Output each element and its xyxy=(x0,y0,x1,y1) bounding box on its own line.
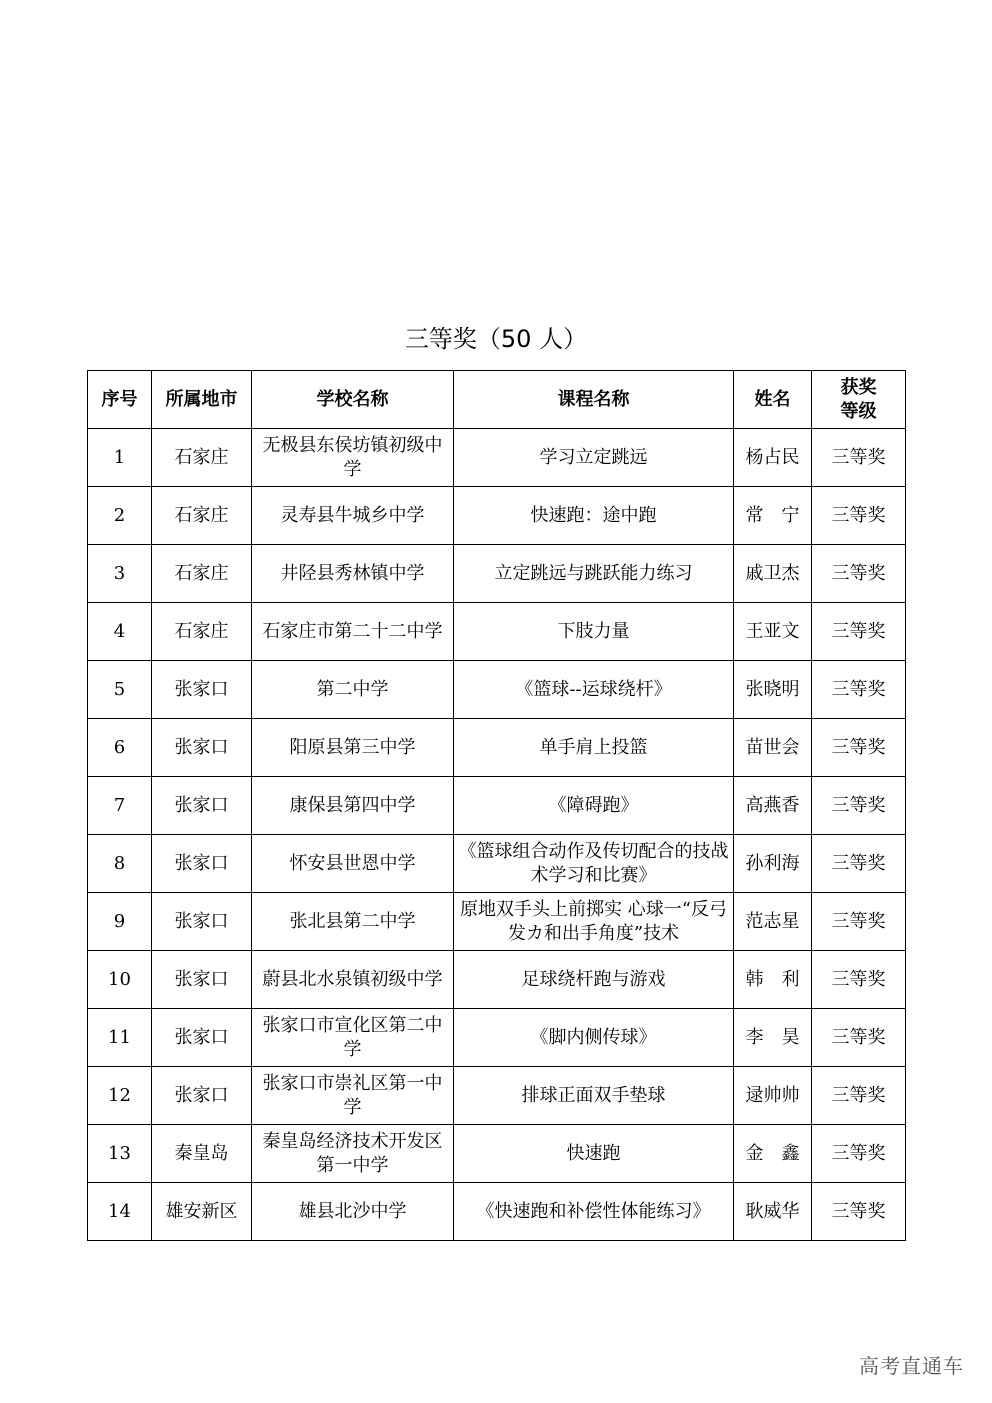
awards-table xyxy=(87,370,906,1241)
cell-course: 《脚内侧传球》 xyxy=(454,1009,734,1067)
cell-course: 快速跑 xyxy=(454,1125,734,1183)
cell-course: 《快速跑和补偿性体能练习》 xyxy=(454,1183,734,1241)
cell-course: 单手肩上投篮 xyxy=(454,719,734,777)
table-row xyxy=(88,545,906,603)
cell-school: 张北县第二中学 xyxy=(252,893,454,951)
cell-school: 无极县东侯坊镇初级中学 xyxy=(252,429,454,487)
cell-course: 《篮球--运球绕杆》 xyxy=(454,661,734,719)
cell-city: 石家庄 xyxy=(152,429,252,487)
cell-name: 韩 利 xyxy=(734,951,812,1009)
cell-course: 立定跳远与跳跃能力练习 xyxy=(454,545,734,603)
cell-name: 张晓明 xyxy=(734,661,812,719)
cell-school: 秦皇岛经济技术开发区第一中学 xyxy=(252,1125,454,1183)
cell-city: 张家口 xyxy=(152,951,252,1009)
cell-city: 石家庄 xyxy=(152,487,252,545)
cell-city: 张家口 xyxy=(152,893,252,951)
cell-award-level: 三等奖 xyxy=(812,893,906,951)
cell-course: 《篮球组合动作及传切配合的技战术学习和比赛》 xyxy=(454,835,734,893)
cell-index: 2 xyxy=(88,487,152,545)
cell-name: 高燕香 xyxy=(734,777,812,835)
table-row xyxy=(88,487,906,545)
cell-award-level: 三等奖 xyxy=(812,487,906,545)
cell-award-level: 三等奖 xyxy=(812,1067,906,1125)
cell-name: 戚卫杰 xyxy=(734,545,812,603)
cell-award-level: 三等奖 xyxy=(812,951,906,1009)
cell-city: 张家口 xyxy=(152,661,252,719)
cell-index: 11 xyxy=(88,1009,152,1067)
cell-name: 金 鑫 xyxy=(734,1125,812,1183)
watermark: 高考直通车 xyxy=(859,1354,964,1378)
cell-course: 下肢力量 xyxy=(454,603,734,661)
table-row xyxy=(88,893,906,951)
cell-city: 石家庄 xyxy=(152,545,252,603)
cell-school: 康保县第四中学 xyxy=(252,777,454,835)
cell-name: 苗世会 xyxy=(734,719,812,777)
table-row xyxy=(88,777,906,835)
table-row xyxy=(88,661,906,719)
cell-school: 张家口市宣化区第二中学 xyxy=(252,1009,454,1067)
cell-index: 6 xyxy=(88,719,152,777)
cell-index: 14 xyxy=(88,1183,152,1241)
cell-award-level: 三等奖 xyxy=(812,777,906,835)
cell-school: 阳原县第三中学 xyxy=(252,719,454,777)
cell-index: 13 xyxy=(88,1125,152,1183)
table-row xyxy=(88,603,906,661)
cell-name: 范志星 xyxy=(734,893,812,951)
cell-city: 雄安新区 xyxy=(152,1183,252,1241)
table-row xyxy=(88,835,906,893)
header-school: 学校名称 xyxy=(252,371,454,429)
cell-award-level: 三等奖 xyxy=(812,603,906,661)
cell-school: 怀安县世恩中学 xyxy=(252,835,454,893)
cell-city: 张家口 xyxy=(152,777,252,835)
cell-award-level: 三等奖 xyxy=(812,661,906,719)
cell-name: 耿威华 xyxy=(734,1183,812,1241)
cell-name: 李 昊 xyxy=(734,1009,812,1067)
cell-school: 蔚县北水泉镇初级中学 xyxy=(252,951,454,1009)
table-row xyxy=(88,429,906,487)
cell-index: 12 xyxy=(88,1067,152,1125)
page-title: 三等奖（50 人） xyxy=(404,325,588,353)
cell-school: 张家口市崇礼区第一中学 xyxy=(252,1067,454,1125)
cell-course: 学习立定跳远 xyxy=(454,429,734,487)
cell-award-level: 三等奖 xyxy=(812,429,906,487)
cell-school: 石家庄市第二十二中学 xyxy=(252,603,454,661)
header-award-level: 获奖 等级 xyxy=(812,371,906,429)
cell-award-level: 三等奖 xyxy=(812,1125,906,1183)
cell-name: 常 宁 xyxy=(734,487,812,545)
cell-school: 雄县北沙中学 xyxy=(252,1183,454,1241)
table-body xyxy=(88,429,906,1241)
table-row xyxy=(88,1067,906,1125)
cell-name: 逯帅帅 xyxy=(734,1067,812,1125)
cell-city: 张家口 xyxy=(152,835,252,893)
cell-city: 秦皇岛 xyxy=(152,1125,252,1183)
table-header-row xyxy=(88,371,906,429)
cell-course: 原地双手头上前掷实 心球一“反弓发カ和出手角度”技术 xyxy=(454,893,734,951)
table-row xyxy=(88,1009,906,1067)
cell-award-level: 三等奖 xyxy=(812,1009,906,1067)
cell-city: 石家庄 xyxy=(152,603,252,661)
cell-index: 10 xyxy=(88,951,152,1009)
cell-index: 9 xyxy=(88,893,152,951)
cell-city: 张家口 xyxy=(152,719,252,777)
cell-course: 快速跑：途中跑 xyxy=(454,487,734,545)
cell-school: 井陉县秀林镇中学 xyxy=(252,545,454,603)
cell-index: 7 xyxy=(88,777,152,835)
cell-index: 5 xyxy=(88,661,152,719)
header-name: 姓名 xyxy=(734,371,812,429)
header-course: 课程名称 xyxy=(454,371,734,429)
cell-index: 4 xyxy=(88,603,152,661)
cell-index: 3 xyxy=(88,545,152,603)
cell-city: 张家口 xyxy=(152,1067,252,1125)
cell-name: 杨占民 xyxy=(734,429,812,487)
cell-course: 《障碍跑》 xyxy=(454,777,734,835)
table-row xyxy=(88,1183,906,1241)
cell-award-level: 三等奖 xyxy=(812,545,906,603)
cell-index: 1 xyxy=(88,429,152,487)
header-city: 所属地市 xyxy=(152,371,252,429)
cell-course: 排球正面双手垫球 xyxy=(454,1067,734,1125)
table-row xyxy=(88,719,906,777)
cell-name: 王亚文 xyxy=(734,603,812,661)
cell-course: 足球绕杆跑与游戏 xyxy=(454,951,734,1009)
cell-school: 第二中学 xyxy=(252,661,454,719)
cell-name: 孙利海 xyxy=(734,835,812,893)
cell-city: 张家口 xyxy=(152,1009,252,1067)
cell-school: 灵寿县牛城乡中学 xyxy=(252,487,454,545)
header-index: 序号 xyxy=(88,371,152,429)
cell-index: 8 xyxy=(88,835,152,893)
cell-award-level: 三等奖 xyxy=(812,719,906,777)
table-row xyxy=(88,1125,906,1183)
cell-award-level: 三等奖 xyxy=(812,835,906,893)
table-row xyxy=(88,951,906,1009)
cell-award-level: 三等奖 xyxy=(812,1183,906,1241)
